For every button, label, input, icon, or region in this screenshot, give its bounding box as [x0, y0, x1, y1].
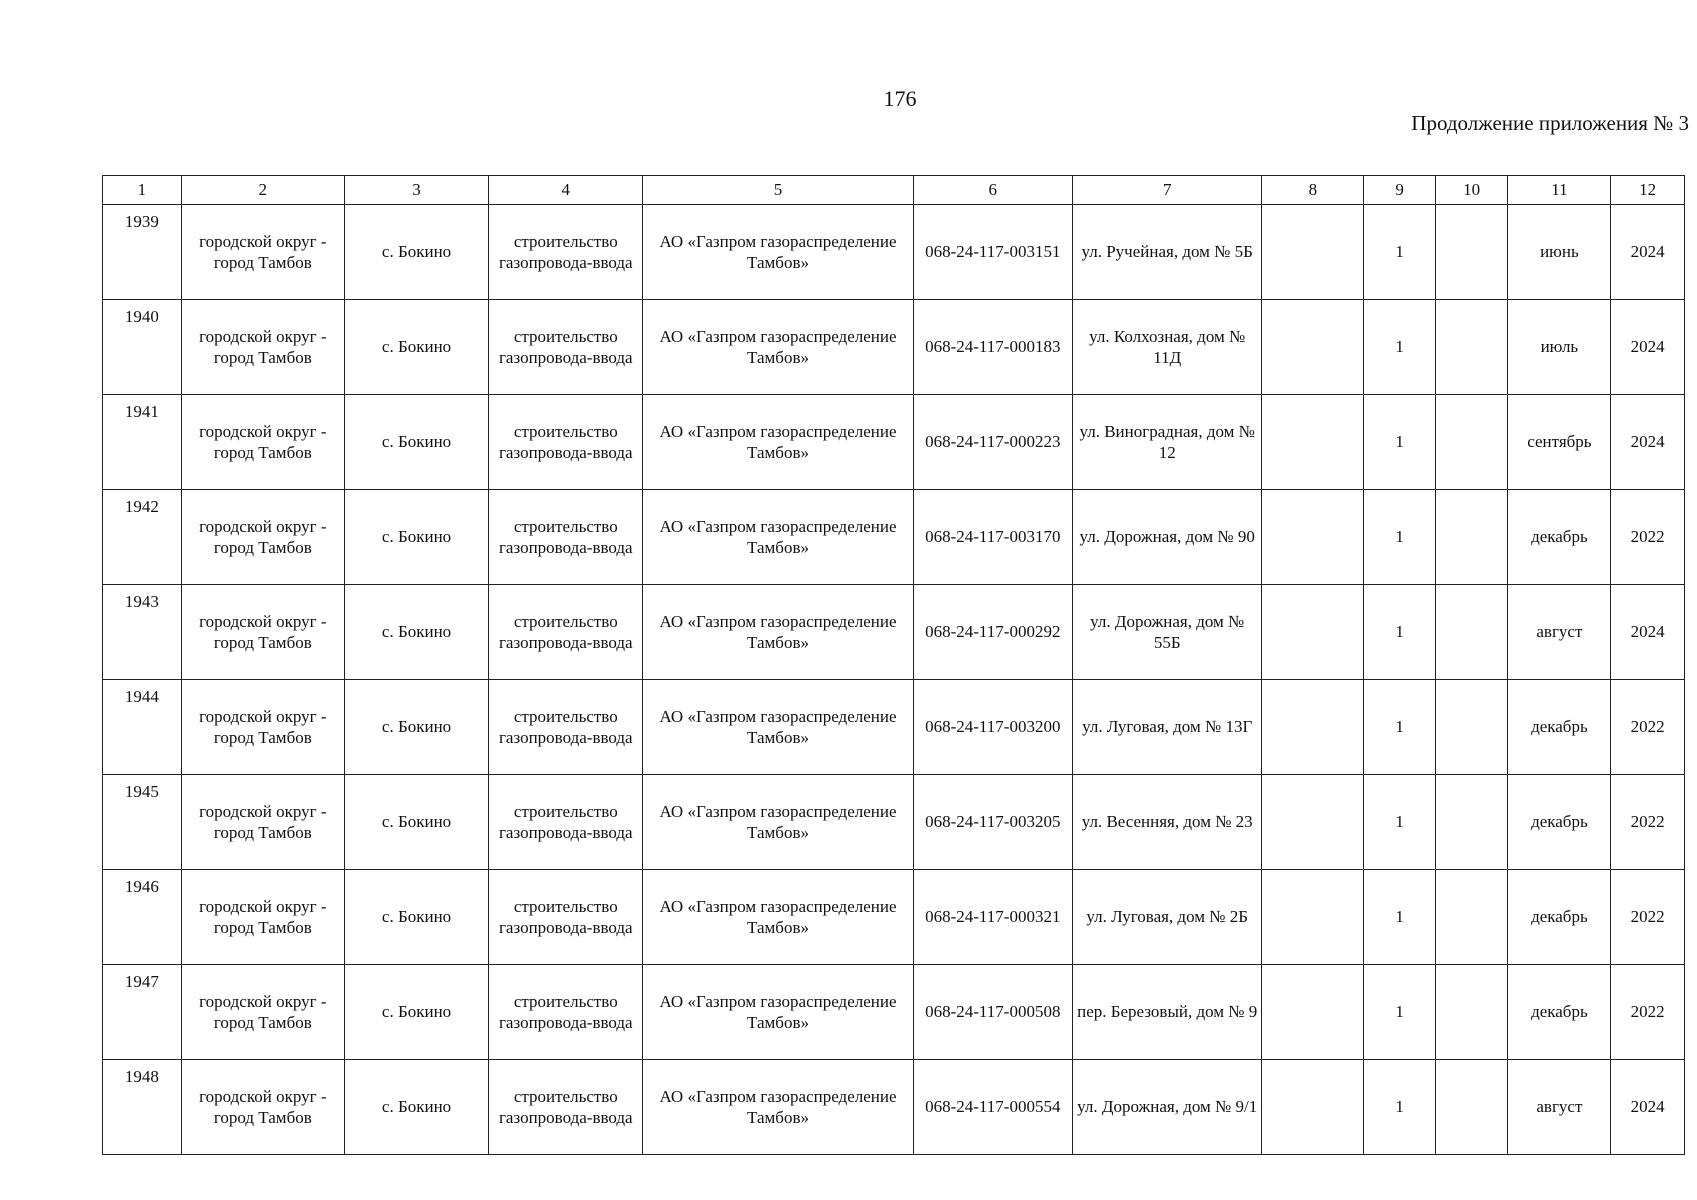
table-row [103, 205, 1685, 300]
cell-object-code: 068-24-117-003170 [913, 490, 1072, 585]
cell-month: июнь [1508, 205, 1611, 300]
cell-object-code: 068-24-117-000508 [913, 965, 1072, 1060]
cell-municipality: городской округ - город Тамбов [181, 965, 344, 1060]
column-header-7: 7 [1072, 176, 1262, 205]
cell-year: 2022 [1611, 490, 1685, 585]
cell-col-10 [1435, 680, 1508, 775]
cell-year: 2024 [1611, 205, 1685, 300]
cell-organization: АО «Газпром газораспределение Тамбов» [643, 965, 913, 1060]
table-row [103, 585, 1685, 680]
cell-row-number: 1945 [103, 775, 182, 870]
cell-quantity: 1 [1364, 205, 1436, 300]
cell-settlement: с. Бокино [344, 680, 488, 775]
cell-work-type: строительство газопровода-ввода [489, 1060, 643, 1155]
cell-quantity: 1 [1364, 395, 1436, 490]
column-header-8: 8 [1262, 176, 1364, 205]
cell-col-8 [1262, 680, 1364, 775]
cell-col-10 [1435, 395, 1508, 490]
cell-municipality: городской округ - город Тамбов [181, 680, 344, 775]
cell-month: август [1508, 585, 1611, 680]
cell-month: декабрь [1508, 870, 1611, 965]
cell-year: 2024 [1611, 1060, 1685, 1155]
cell-municipality: городской округ - город Тамбов [181, 870, 344, 965]
cell-organization: АО «Газпром газораспределение Тамбов» [643, 205, 913, 300]
cell-settlement: с. Бокино [344, 300, 488, 395]
column-header-12: 12 [1611, 176, 1685, 205]
cell-settlement: с. Бокино [344, 585, 488, 680]
cell-year: 2022 [1611, 870, 1685, 965]
page-number: 176 [883, 86, 917, 111]
cell-organization: АО «Газпром газораспределение Тамбов» [643, 395, 913, 490]
cell-row-number: 1947 [103, 965, 182, 1060]
cell-work-type: строительство газопровода-ввода [489, 395, 643, 490]
cell-work-type: строительство газопровода-ввода [489, 870, 643, 965]
cell-address: пер. Березовый, дом № 9 [1072, 965, 1262, 1060]
cell-col-10 [1435, 870, 1508, 965]
cell-month: август [1508, 1060, 1611, 1155]
column-header-10: 10 [1435, 176, 1508, 205]
cell-quantity: 1 [1364, 870, 1436, 965]
cell-municipality: городской округ - город Тамбов [181, 300, 344, 395]
cell-settlement: с. Бокино [344, 1060, 488, 1155]
cell-organization: АО «Газпром газораспределение Тамбов» [643, 300, 913, 395]
cell-work-type: строительство газопровода-ввода [489, 775, 643, 870]
cell-col-8 [1262, 965, 1364, 1060]
cell-settlement: с. Бокино [344, 870, 488, 965]
cell-year: 2022 [1611, 680, 1685, 775]
cell-row-number: 1944 [103, 680, 182, 775]
cell-row-number: 1946 [103, 870, 182, 965]
cell-quantity: 1 [1364, 1060, 1436, 1155]
cell-settlement: с. Бокино [344, 965, 488, 1060]
cell-col-8 [1262, 775, 1364, 870]
cell-address: ул. Колхозная, дом № 11Д [1072, 300, 1262, 395]
cell-organization: АО «Газпром газораспределение Тамбов» [643, 585, 913, 680]
cell-work-type: строительство газопровода-ввода [489, 680, 643, 775]
table-row [103, 775, 1685, 870]
column-header-4: 4 [489, 176, 643, 205]
table-row [103, 680, 1685, 775]
cell-address: ул. Ручейная, дом № 5Б [1072, 205, 1262, 300]
cell-year: 2024 [1611, 585, 1685, 680]
cell-address: ул. Весенняя, дом № 23 [1072, 775, 1262, 870]
cell-municipality: городской округ - город Тамбов [181, 1060, 344, 1155]
cell-settlement: с. Бокино [344, 395, 488, 490]
cell-month: сентябрь [1508, 395, 1611, 490]
column-header-6: 6 [913, 176, 1072, 205]
cell-col-10 [1435, 585, 1508, 680]
cell-work-type: строительство газопровода-ввода [489, 205, 643, 300]
cell-month: декабрь [1508, 775, 1611, 870]
cell-row-number: 1941 [103, 395, 182, 490]
cell-col-8 [1262, 300, 1364, 395]
table-row [103, 490, 1685, 585]
cell-organization: АО «Газпром газораспределение Тамбов» [643, 775, 913, 870]
cell-object-code: 068-24-117-000292 [913, 585, 1072, 680]
column-header-11: 11 [1508, 176, 1611, 205]
cell-address: ул. Виноградная, дом № 12 [1072, 395, 1262, 490]
cell-row-number: 1939 [103, 205, 182, 300]
table-body [103, 205, 1685, 1155]
cell-col-8 [1262, 490, 1364, 585]
cell-col-10 [1435, 775, 1508, 870]
cell-object-code: 068-24-117-003151 [913, 205, 1072, 300]
cell-quantity: 1 [1364, 775, 1436, 870]
cell-col-8 [1262, 205, 1364, 300]
cell-address: ул. Дорожная, дом № 9/1 [1072, 1060, 1262, 1155]
cell-col-10 [1435, 205, 1508, 300]
cell-settlement: с. Бокино [344, 775, 488, 870]
cell-work-type: строительство газопровода-ввода [489, 585, 643, 680]
cell-organization: АО «Газпром газораспределение Тамбов» [643, 490, 913, 585]
column-header-3: 3 [344, 176, 488, 205]
cell-settlement: с. Бокино [344, 490, 488, 585]
appendix-note: Продолжение приложения № 3 [1411, 111, 1689, 135]
table-row [103, 870, 1685, 965]
cell-row-number: 1948 [103, 1060, 182, 1155]
cell-municipality: городской округ - город Тамбов [181, 395, 344, 490]
table-row [103, 300, 1685, 395]
cell-col-8 [1262, 585, 1364, 680]
cell-quantity: 1 [1364, 585, 1436, 680]
cell-month: декабрь [1508, 490, 1611, 585]
cell-month: июль [1508, 300, 1611, 395]
cell-municipality: городской округ - город Тамбов [181, 775, 344, 870]
cell-row-number: 1942 [103, 490, 182, 585]
cell-object-code: 068-24-117-003205 [913, 775, 1072, 870]
registry-table [102, 175, 1685, 1155]
cell-quantity: 1 [1364, 300, 1436, 395]
cell-col-10 [1435, 300, 1508, 395]
cell-month: декабрь [1508, 680, 1611, 775]
cell-object-code: 068-24-117-000183 [913, 300, 1072, 395]
cell-settlement: с. Бокино [344, 205, 488, 300]
cell-address: ул. Луговая, дом № 13Г [1072, 680, 1262, 775]
cell-address: ул. Луговая, дом № 2Б [1072, 870, 1262, 965]
header-row [103, 176, 1685, 205]
cell-month: декабрь [1508, 965, 1611, 1060]
cell-col-8 [1262, 395, 1364, 490]
cell-object-code: 068-24-117-000223 [913, 395, 1072, 490]
cell-col-8 [1262, 870, 1364, 965]
table-row [103, 395, 1685, 490]
cell-col-10 [1435, 1060, 1508, 1155]
cell-work-type: строительство газопровода-ввода [489, 965, 643, 1060]
column-header-9: 9 [1364, 176, 1436, 205]
cell-col-10 [1435, 965, 1508, 1060]
column-header-1: 1 [103, 176, 182, 205]
cell-year: 2022 [1611, 965, 1685, 1060]
cell-municipality: городской округ - город Тамбов [181, 585, 344, 680]
table-row [103, 1060, 1685, 1155]
cell-quantity: 1 [1364, 490, 1436, 585]
cell-work-type: строительство газопровода-ввода [489, 300, 643, 395]
cell-col-10 [1435, 490, 1508, 585]
table-row [103, 965, 1685, 1060]
column-header-5: 5 [643, 176, 913, 205]
cell-col-8 [1262, 1060, 1364, 1155]
cell-municipality: городской округ - город Тамбов [181, 490, 344, 585]
cell-row-number: 1940 [103, 300, 182, 395]
cell-year: 2024 [1611, 300, 1685, 395]
cell-year: 2024 [1611, 395, 1685, 490]
cell-organization: АО «Газпром газораспределение Тамбов» [643, 680, 913, 775]
cell-object-code: 068-24-117-003200 [913, 680, 1072, 775]
cell-object-code: 068-24-117-000554 [913, 1060, 1072, 1155]
cell-organization: АО «Газпром газораспределение Тамбов» [643, 870, 913, 965]
cell-address: ул. Дорожная, дом № 55Б [1072, 585, 1262, 680]
cell-object-code: 068-24-117-000321 [913, 870, 1072, 965]
cell-municipality: городской округ - город Тамбов [181, 205, 344, 300]
column-header-2: 2 [181, 176, 344, 205]
cell-quantity: 1 [1364, 680, 1436, 775]
cell-quantity: 1 [1364, 965, 1436, 1060]
cell-row-number: 1943 [103, 585, 182, 680]
cell-year: 2022 [1611, 775, 1685, 870]
cell-work-type: строительство газопровода-ввода [489, 490, 643, 585]
cell-organization: АО «Газпром газораспределение Тамбов» [643, 1060, 913, 1155]
cell-address: ул. Дорожная, дом № 90 [1072, 490, 1262, 585]
